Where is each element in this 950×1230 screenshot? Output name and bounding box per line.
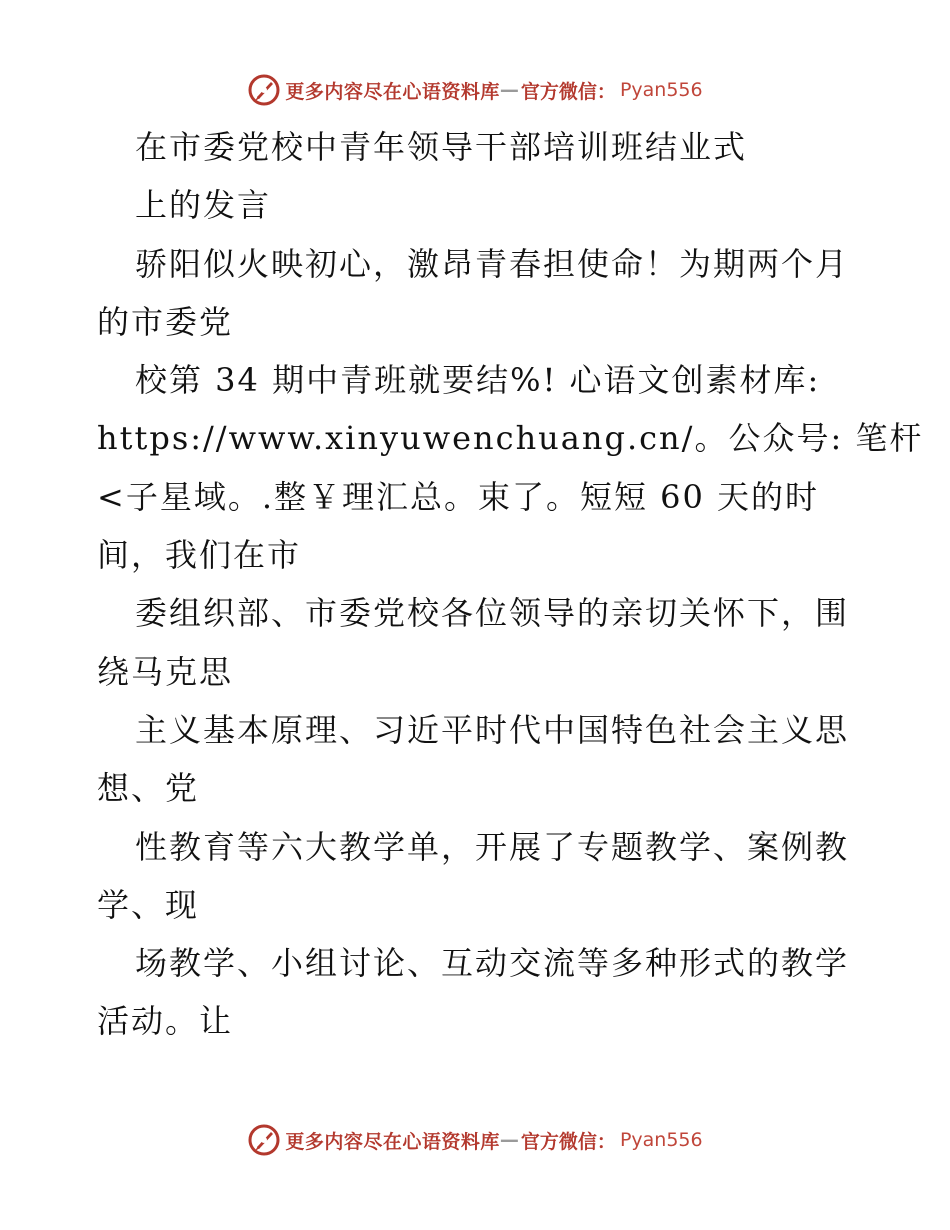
header-banner (0, 70, 950, 110)
text-line: 学、现 (97, 885, 200, 924)
text-line: 想、党 (97, 769, 200, 808)
banner-wechat-label: 官方微信： (520, 80, 616, 103)
text-line: 场教学、小组讨论、互动交流等多种形式的教学 (135, 944, 850, 983)
quill-pen-logo-icon (247, 1123, 281, 1157)
banner-wechat-id: Pyan556 (619, 1129, 703, 1151)
text-line: 的市委党 (97, 302, 234, 341)
document-body (97, 118, 924, 1051)
banner-separator: — (499, 1129, 519, 1151)
footer-banner (0, 1120, 950, 1160)
banner-main-text: 更多内容尽在心语资料库 (285, 80, 500, 103)
text-line: <子星域。.整￥理汇总。束了。短短 60 天的时 (97, 477, 820, 516)
banner-wechat-label: 官方微信： (520, 1130, 616, 1153)
text-line: 性教育等六大教学单，开展了专题教学、案例教 (135, 827, 850, 866)
banner-wechat-id: Pyan556 (619, 79, 703, 101)
text-line: https://www.xinyuwenchuang.cn/。公众号: 笔杆 (97, 419, 924, 458)
text-line: 活动。让 (97, 1002, 234, 1041)
text-line: 校第 34 期中青班就要结%! 心语文创素材库: (135, 361, 821, 400)
text-line: 上的发言 (135, 186, 272, 225)
text-line: 间，我们在市 (97, 536, 302, 575)
text-line: 骄阳似火映初心，激昂青春担使命！为期两个月 (135, 244, 850, 283)
banner-separator: — (499, 79, 519, 101)
text-line: 绕马克思 (97, 652, 234, 691)
text-line: 委组织部、市委党校各位领导的亲切关怀下，围 (135, 594, 850, 633)
quill-pen-logo-icon (247, 73, 281, 107)
text-line: 主义基本原理、习近平时代中国特色社会主义思 (135, 710, 850, 749)
banner-main-text: 更多内容尽在心语资料库 (285, 1130, 500, 1153)
text-line: 在市委党校中青年领导干部培训班结业式 (135, 128, 748, 166)
